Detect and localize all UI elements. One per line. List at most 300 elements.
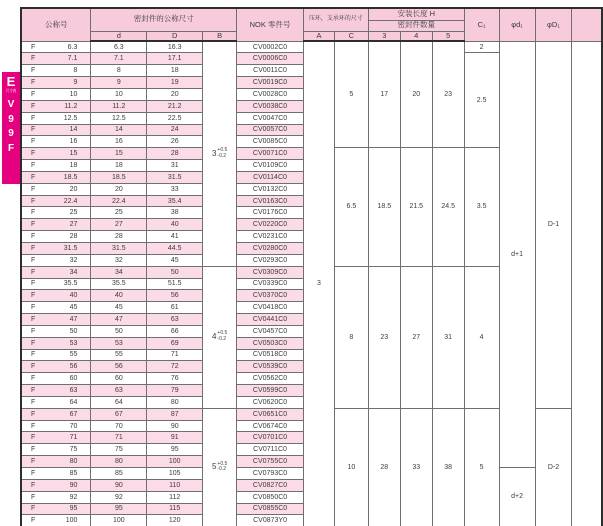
nominal-prefix: F <box>31 114 36 122</box>
part-number-cell: CV0002C0 <box>237 41 304 53</box>
D-cell: 51.5 <box>147 278 203 290</box>
nominal-prefix: F <box>31 197 36 205</box>
D-cell: 20 <box>147 89 203 101</box>
section-caption: 尺寸表 <box>5 88 17 94</box>
b-tolerance-cell <box>203 266 237 408</box>
d-cell: 20 <box>91 183 147 195</box>
part-number-cell: CV0370C0 <box>237 290 304 302</box>
d-cell: 14 <box>91 124 147 136</box>
part-number-cell: CV0674C0 <box>237 420 304 432</box>
nominal-size: 53 <box>69 339 78 347</box>
nominal-prefix: F <box>31 422 36 430</box>
part-number-cell: CV0019C0 <box>237 77 304 89</box>
nominal-prefix: F <box>31 505 36 513</box>
header-blank <box>572 8 602 41</box>
D-cell: 79 <box>147 385 203 397</box>
d-cell: 32 <box>91 254 147 266</box>
nominal-prefix: F <box>31 398 36 406</box>
nominal-size: 25 <box>69 209 78 217</box>
nominal-size: 95 <box>69 505 78 513</box>
d-cell: 70 <box>91 420 147 432</box>
D-cell: 91 <box>147 432 203 444</box>
nominal-size: 31.5 <box>63 244 78 252</box>
D-cell: 69 <box>147 337 203 349</box>
nominal-size: 34 <box>69 268 78 276</box>
c-cell: 6.5 <box>334 148 368 266</box>
nominal-prefix: F <box>31 256 36 264</box>
b-base-value: 4 <box>211 332 217 342</box>
nominal-cell <box>21 373 91 385</box>
nominal-cell <box>21 515 91 526</box>
blank-end-cell <box>572 41 602 526</box>
nominal-prefix: F <box>31 469 36 477</box>
D-cell: 31 <box>147 160 203 172</box>
header-c1: C₁ <box>464 8 499 41</box>
nominal-cell <box>21 479 91 491</box>
nominal-cell <box>21 195 91 207</box>
nominal-prefix: F <box>31 292 36 300</box>
part-number-cell: CV0293C0 <box>237 254 304 266</box>
b-tolerance: +0.5 -0.2 <box>217 460 228 473</box>
d-cell: 63 <box>91 385 147 397</box>
header-qty-3: 3 <box>368 31 400 41</box>
nominal-prefix: F <box>31 244 36 252</box>
D-cell: 120 <box>147 515 203 526</box>
part-number-cell: CV0280C0 <box>237 242 304 254</box>
D-cell: 44.5 <box>147 242 203 254</box>
d-cell: 18 <box>91 160 147 172</box>
nominal-size: 60 <box>69 375 78 383</box>
nominal-size: 85 <box>69 469 78 477</box>
part-number-cell: CV0651C0 <box>237 408 304 420</box>
nominal-size: 6.3 <box>67 43 78 51</box>
d-cell: 95 <box>91 503 147 515</box>
phi-d1-cell: d+2 <box>499 468 535 526</box>
nominal-size: 28 <box>69 233 78 241</box>
D-cell: 33 <box>147 183 203 195</box>
header-B: B <box>203 31 237 41</box>
header-seal-qty: 密封件数量 <box>368 20 464 31</box>
d-cell: 34 <box>91 266 147 278</box>
D-cell: 45 <box>147 254 203 266</box>
part-number-cell: CV0028C0 <box>237 89 304 101</box>
d-cell: 67 <box>91 408 147 420</box>
h4-cell: 21.5 <box>400 148 432 266</box>
D-cell: 28 <box>147 148 203 160</box>
part-number-cell: CV0518C0 <box>237 349 304 361</box>
b-base-value: 3 <box>211 148 217 158</box>
nominal-prefix: F <box>31 387 36 395</box>
section-code <box>8 98 15 156</box>
nominal-size: 40 <box>69 292 78 300</box>
h3-cell: 18.5 <box>368 148 400 266</box>
nominal-size: 10 <box>69 90 78 98</box>
nominal-size: 27 <box>69 221 78 229</box>
part-number-cell: CV0231C0 <box>237 231 304 243</box>
header-qty-5: 5 <box>432 31 464 41</box>
nominal-prefix: F <box>31 363 36 371</box>
c1-cell: 2.5 <box>464 53 499 148</box>
D-cell: 56 <box>147 290 203 302</box>
nominal-cell <box>21 266 91 278</box>
d-cell: 10 <box>91 89 147 101</box>
nominal-cell <box>21 136 91 148</box>
nominal-size: 35.5 <box>63 280 78 288</box>
part-number-cell: CV0163C0 <box>237 195 304 207</box>
nominal-prefix: F <box>31 434 36 442</box>
part-number-cell: CV0539C0 <box>237 361 304 373</box>
d-cell: 75 <box>91 444 147 456</box>
part-number-cell: CV0006C0 <box>237 53 304 65</box>
d-cell: 12.5 <box>91 112 147 124</box>
d-cell: 56 <box>91 361 147 373</box>
nominal-cell <box>21 325 91 337</box>
D-cell: 87 <box>147 408 203 420</box>
nominal-cell <box>21 171 91 183</box>
header-phi-D1: φD₁ <box>535 8 572 41</box>
D-cell: 66 <box>147 325 203 337</box>
h5-cell: 31 <box>432 266 464 408</box>
nominal-size: 14 <box>69 126 78 134</box>
part-number-cell: CV0309C0 <box>237 266 304 278</box>
d-cell: 8 <box>91 65 147 77</box>
nominal-prefix: F <box>31 339 36 347</box>
nominal-cell <box>21 77 91 89</box>
d-cell: 35.5 <box>91 278 147 290</box>
c1-cell: 2 <box>464 41 499 53</box>
part-number-cell: CV0503C0 <box>237 337 304 349</box>
d-cell: 28 <box>91 231 147 243</box>
nominal-size: 12.5 <box>63 114 78 122</box>
table-row <box>21 41 602 53</box>
nominal-prefix: F <box>31 185 36 193</box>
part-number-cell: CV0085C0 <box>237 136 304 148</box>
section-code-letter: 9 <box>8 128 14 140</box>
d-cell: 11.2 <box>91 100 147 112</box>
b-base-value: 5 <box>211 462 217 472</box>
b-tolerance: +0.5 -0.2 <box>217 147 228 159</box>
D-cell: 31.5 <box>147 171 203 183</box>
section-code-letter: F <box>7 142 15 154</box>
nominal-size: 100 <box>65 517 78 525</box>
d-cell: 53 <box>91 337 147 349</box>
nominal-cell <box>21 385 91 397</box>
nominal-prefix: F <box>31 161 36 169</box>
nominal-cell <box>21 207 91 219</box>
nominal-size: 92 <box>69 493 78 501</box>
nominal-prefix: F <box>31 327 36 335</box>
D-cell: 19 <box>147 77 203 89</box>
part-number-cell: CV0047C0 <box>237 112 304 124</box>
header-d: d <box>91 31 147 41</box>
nominal-prefix: F <box>31 126 36 134</box>
nominal-size: 64 <box>69 398 78 406</box>
nominal-prefix: F <box>31 280 36 288</box>
nominal-cell <box>21 290 91 302</box>
D-cell: 76 <box>147 373 203 385</box>
nominal-prefix: F <box>31 458 36 466</box>
nominal-size: 45 <box>69 304 78 312</box>
nominal-prefix: F <box>31 221 36 229</box>
table-body <box>21 41 602 526</box>
d-cell: 9 <box>91 77 147 89</box>
nominal-prefix: F <box>31 351 36 359</box>
nominal-prefix: F <box>31 233 36 241</box>
D-cell: 63 <box>147 314 203 326</box>
nominal-size: 63 <box>69 387 78 395</box>
part-number-cell: CV0114C0 <box>237 171 304 183</box>
nominal-size: 80 <box>69 458 78 466</box>
b-tolerance-cell <box>203 41 237 266</box>
d-cell: 71 <box>91 432 147 444</box>
part-number-cell: CV0011C0 <box>237 65 304 77</box>
part-number-cell: CV0873Y0 <box>237 515 304 526</box>
nominal-size: 70 <box>69 422 78 430</box>
nominal-prefix: F <box>31 304 36 312</box>
header-C: C <box>334 31 368 41</box>
D-cell: 50 <box>147 266 203 278</box>
h5-cell: 38 <box>432 408 464 526</box>
d-cell: 16 <box>91 136 147 148</box>
D-cell: 35.4 <box>147 195 203 207</box>
nominal-size: 32 <box>69 256 78 264</box>
d-cell: 25 <box>91 207 147 219</box>
c-cell: 10 <box>334 408 368 526</box>
nominal-size: 7.1 <box>67 55 78 63</box>
d-cell: 47 <box>91 314 147 326</box>
h3-cell: 17 <box>368 41 400 148</box>
D-cell: 110 <box>147 479 203 491</box>
part-number-cell: CV0176C0 <box>237 207 304 219</box>
c-cell: 5 <box>334 41 368 148</box>
header-phi-d1: φd₁ <box>499 8 535 41</box>
phi-D1-cell: D-1 <box>535 41 572 408</box>
D-cell: 41 <box>147 231 203 243</box>
nominal-size: 50 <box>69 327 78 335</box>
nominal-cell <box>21 242 91 254</box>
d-cell: 40 <box>91 290 147 302</box>
nominal-size: 11.2 <box>64 102 78 110</box>
d-cell: 64 <box>91 396 147 408</box>
nominal-cell <box>21 420 91 432</box>
part-number-cell: CV0339C0 <box>237 278 304 290</box>
part-number-cell: CV0562C0 <box>237 373 304 385</box>
nominal-cell <box>21 112 91 124</box>
part-number-cell: CV0620C0 <box>237 396 304 408</box>
nominal-prefix: F <box>31 315 36 323</box>
h4-cell: 20 <box>400 41 432 148</box>
nominal-size: 22.4 <box>63 197 78 205</box>
header-nok-part-no: NOK 零件号 <box>237 8 304 41</box>
nominal-cell <box>21 349 91 361</box>
section-tab <box>2 72 20 184</box>
header-A: A <box>304 31 335 41</box>
section-code-letter: V <box>7 99 15 111</box>
nominal-prefix: F <box>31 43 36 51</box>
nominal-cell <box>21 160 91 172</box>
D-cell: 112 <box>147 491 203 503</box>
part-number-cell: CV0220C0 <box>237 219 304 231</box>
part-number-cell: CV0850C0 <box>237 491 304 503</box>
D-cell: 38 <box>147 207 203 219</box>
part-number-cell: CV0599C0 <box>237 385 304 397</box>
nominal-cell <box>21 314 91 326</box>
phi-D1-cell: D-2 <box>535 408 572 526</box>
d-cell: 31.5 <box>91 242 147 254</box>
h5-cell: 24.5 <box>432 148 464 266</box>
D-cell: 105 <box>147 468 203 480</box>
nominal-size: 8 <box>73 67 78 75</box>
d-cell: 100 <box>91 515 147 526</box>
d-cell: 15 <box>91 148 147 160</box>
nominal-cell <box>21 408 91 420</box>
nominal-cell <box>21 89 91 101</box>
nominal-cell <box>21 302 91 314</box>
part-number-cell: CV0071C0 <box>237 148 304 160</box>
header-D: D <box>147 31 203 41</box>
D-cell: 21.2 <box>147 100 203 112</box>
header-ring-dims: 压环，支承环的尺寸 <box>304 8 369 31</box>
part-number-cell: CV0057C0 <box>237 124 304 136</box>
d-cell: 27 <box>91 219 147 231</box>
nominal-cell <box>21 231 91 243</box>
part-number-cell: CV0855C0 <box>237 503 304 515</box>
d-cell: 55 <box>91 349 147 361</box>
nominal-size: 9 <box>73 79 78 87</box>
h4-cell: 27 <box>400 266 432 408</box>
table-header <box>21 8 602 41</box>
nominal-cell <box>21 53 91 65</box>
header-install-length: 安装长度 H <box>368 8 464 20</box>
part-number-cell: CV0038C0 <box>237 100 304 112</box>
d-cell: 80 <box>91 456 147 468</box>
b-tolerance-cell <box>203 408 237 526</box>
nominal-prefix: F <box>31 67 36 75</box>
nominal-prefix: F <box>31 375 36 383</box>
D-cell: 95 <box>147 444 203 456</box>
d-cell: 6.3 <box>91 41 147 53</box>
part-number-cell: CV0827C0 <box>237 479 304 491</box>
nominal-cell <box>21 503 91 515</box>
d-cell: 85 <box>91 468 147 480</box>
d-cell: 45 <box>91 302 147 314</box>
nominal-cell <box>21 254 91 266</box>
D-cell: 72 <box>147 361 203 373</box>
part-number-cell: CV0457C0 <box>237 325 304 337</box>
part-number-cell: CV0793C0 <box>237 468 304 480</box>
phi-d1-cell: d+1 <box>499 41 535 467</box>
part-number-cell: CV0441C0 <box>237 314 304 326</box>
nominal-cell <box>21 456 91 468</box>
nominal-size: 18 <box>69 161 78 169</box>
b-tolerance: +0.5 -0.2 <box>217 330 228 343</box>
nominal-cell <box>21 65 91 77</box>
d-cell: 60 <box>91 373 147 385</box>
nominal-size: 20 <box>69 185 78 193</box>
part-number-cell: CV0418C0 <box>237 302 304 314</box>
d-cell: 7.1 <box>91 53 147 65</box>
nominal-cell <box>21 361 91 373</box>
D-cell: 100 <box>147 456 203 468</box>
nominal-prefix: F <box>31 173 36 181</box>
header-qty-4: 4 <box>400 31 432 41</box>
nominal-size: 16 <box>69 138 78 146</box>
nominal-cell <box>21 278 91 290</box>
nominal-prefix: F <box>31 79 36 87</box>
d-cell: 92 <box>91 491 147 503</box>
section-letter: E <box>6 74 16 89</box>
c-cell: 8 <box>334 266 368 408</box>
D-cell: 40 <box>147 219 203 231</box>
part-number-cell: CV0701C0 <box>237 432 304 444</box>
D-cell: 22.5 <box>147 112 203 124</box>
h5-cell: 23 <box>432 41 464 148</box>
d-cell: 90 <box>91 479 147 491</box>
part-number-cell: CV0755C0 <box>237 456 304 468</box>
nominal-cell <box>21 396 91 408</box>
nominal-cell <box>21 100 91 112</box>
nominal-cell <box>21 219 91 231</box>
header-seal-dims: 密封件的公称尺寸 <box>91 8 237 31</box>
nominal-cell <box>21 124 91 136</box>
h3-cell: 28 <box>368 408 400 526</box>
nominal-size: 15 <box>69 150 78 158</box>
nominal-size: 71 <box>69 434 78 442</box>
nominal-cell <box>21 148 91 160</box>
part-number-cell: CV0132C0 <box>237 183 304 195</box>
nominal-prefix: F <box>31 517 36 525</box>
c1-cell: 4 <box>464 266 499 408</box>
nominal-prefix: F <box>31 90 36 98</box>
nominal-cell <box>21 183 91 195</box>
nominal-prefix: F <box>31 446 36 454</box>
h3-cell: 23 <box>368 266 400 408</box>
part-number-cell: CV0109C0 <box>237 160 304 172</box>
D-cell: 17.1 <box>147 53 203 65</box>
nominal-prefix: F <box>31 493 36 501</box>
nominal-size: 90 <box>69 481 78 489</box>
D-cell: 71 <box>147 349 203 361</box>
D-cell: 90 <box>147 420 203 432</box>
nominal-cell <box>21 491 91 503</box>
nominal-size: 55 <box>69 351 78 359</box>
section-code-letter: 9 <box>8 113 14 125</box>
nominal-prefix: F <box>31 138 36 146</box>
nominal-cell <box>21 444 91 456</box>
nominal-cell <box>21 41 91 53</box>
nominal-size: 47 <box>69 315 78 323</box>
nominal-prefix: F <box>31 150 36 158</box>
D-cell: 61 <box>147 302 203 314</box>
D-cell: 115 <box>147 503 203 515</box>
nominal-prefix: F <box>31 102 36 110</box>
nominal-cell <box>21 337 91 349</box>
nominal-prefix: F <box>31 55 36 63</box>
dimension-table <box>20 7 603 526</box>
d-cell: 18.5 <box>91 171 147 183</box>
h4-cell: 33 <box>400 408 432 526</box>
nominal-size: 75 <box>69 446 78 454</box>
d-cell: 22.4 <box>91 195 147 207</box>
D-cell: 18 <box>147 65 203 77</box>
nominal-prefix: F <box>31 209 36 217</box>
nominal-size: 18.5 <box>63 173 78 181</box>
nominal-cell <box>21 432 91 444</box>
part-number-cell: CV0711C0 <box>237 444 304 456</box>
D-cell: 16.3 <box>147 41 203 53</box>
nominal-size: 67 <box>69 410 78 418</box>
nominal-cell <box>21 468 91 480</box>
